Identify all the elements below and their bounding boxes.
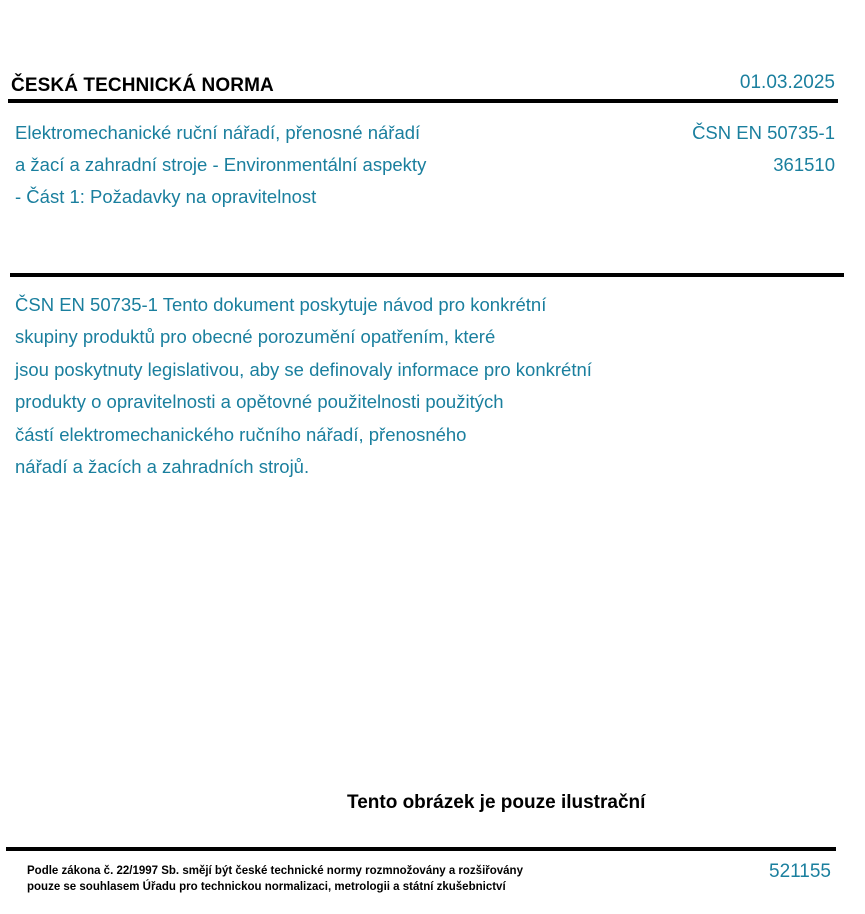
standard-title <box>15 117 426 213</box>
header-divider <box>8 99 838 103</box>
copyright-line: Podle zákona č. 22/1997 Sb. smějí být české technické normy rozmnožovány a rozšiřovány <box>27 865 523 877</box>
abstract-line: jsou poskytnuty legislativou, aby se definovaly informace pro konkrétní <box>15 358 592 380</box>
issue-date: 01.03.2025 <box>739 72 835 93</box>
standard-code: ČSN EN 50735-1 <box>692 122 835 143</box>
document-number: 521155 <box>769 861 831 882</box>
standard-title-line: - Část 1: Požadavky na opravitelnost <box>15 186 317 207</box>
abstract-line: částí elektromechanického ručního nářadí, přenosného <box>15 423 467 445</box>
abstract-text <box>15 289 592 483</box>
standard-title-line: Elektromechanické ruční nářadí, přenosné nářadí <box>15 122 421 143</box>
class-number: 361510 <box>773 154 835 175</box>
section-divider <box>10 273 844 277</box>
abstract-line: nářadí a žacích a zahradních strojů. <box>15 456 310 478</box>
standard-identifiers <box>692 117 835 181</box>
standard-title-line: a žací a zahradní stroje - Environmentální aspekty <box>15 154 427 175</box>
footer-divider <box>6 847 836 851</box>
abstract-line: ČSN EN 50735-1 Tento dokument poskytuje návod pro konkrétní <box>15 294 547 315</box>
abstract-line: produkty o opravitelnosti a opětovné použitelnosti použitých <box>15 391 504 413</box>
illustration-notice: Tento obrázek je pouze ilustrační <box>347 792 646 813</box>
copyright-notice <box>27 863 523 895</box>
norm-header-title: ČESKÁ TECHNICKÁ NORMA <box>11 75 274 96</box>
abstract-line: skupiny produktů pro obecné porozumění opatřením, které <box>15 326 496 348</box>
copyright-line: pouze se souhlasem Úřadu pro technickou normalizaci, metrologii a státní zkušebnictví <box>27 881 506 893</box>
